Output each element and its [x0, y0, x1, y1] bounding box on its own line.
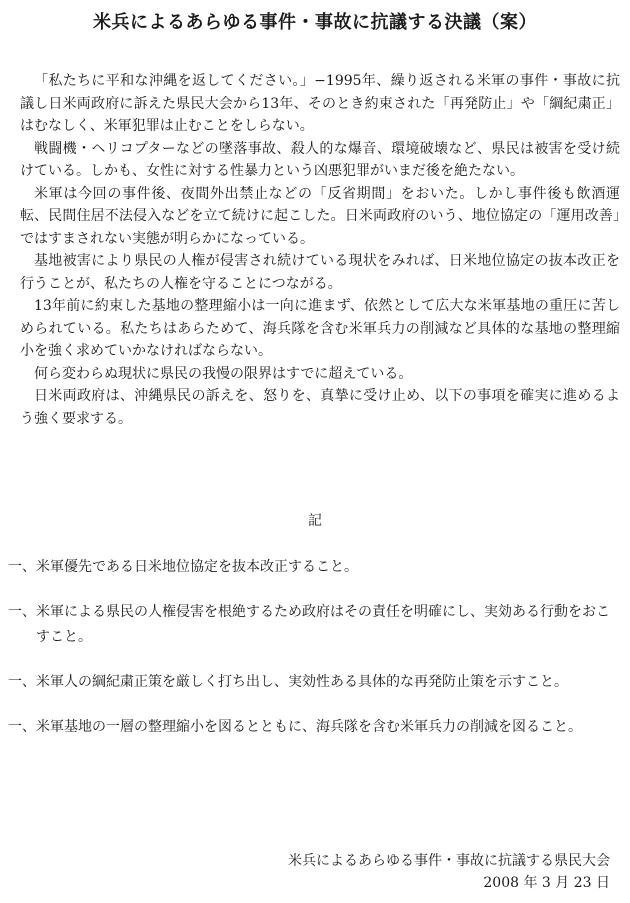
resolution-body [20, 70, 620, 430]
list-item [8, 715, 616, 740]
item-text: 米軍人の綱紀粛正策を厳しく打ち出し、実効性ある具体的な再発防止策を示すこと。 [36, 674, 568, 690]
item-mark: 一、 [8, 604, 36, 620]
signature-date: 2008 年 3 月 23 日 [483, 875, 610, 891]
item-mark: 一、 [8, 559, 36, 575]
item-text: 米軍基地の一層の整理縮小を図るとともに、海兵隊を含む米軍兵力の削減を図ること。 [36, 719, 582, 735]
signature-block [288, 850, 610, 894]
item-text: 米軍による県民の人権侵害を根絶するため政府はその責任を明確にし、実効ある行動をおこすこと。 [36, 604, 610, 645]
item-text: 米軍優先である日米地位協定を抜本改正すること。 [36, 559, 358, 575]
item-mark: 一、 [8, 719, 36, 735]
item-mark: 一、 [8, 674, 36, 690]
list-item [8, 555, 616, 580]
paragraph: 基地被害により県民の人権が侵害され続けている現状をみれば、日米地位協定の抜本改正を行うことが、私たちの人権を守ることにつながる。 [20, 253, 620, 292]
signature-organization: 米兵によるあらゆる事件・事故に抗議する県民大会 [288, 853, 610, 869]
paragraph: 何ら変わらぬ現状に県民の我慢の限界はすでに超えている。 [34, 365, 413, 382]
paragraph: 戦闘機・ヘリコプターなどの墜落事故、殺人的な爆音、環境破壊など、県民は被害を受け続けている。しかも、女性に対する性暴力という凶悪犯罪がいまだ後を絶たない。 [20, 140, 620, 179]
document-title: 米兵によるあらゆる事件・事故に抗議する決議（案） [93, 12, 537, 33]
demand-list [8, 555, 616, 760]
list-item [8, 600, 616, 650]
list-item [8, 670, 616, 695]
paragraph: 日米両政府は、沖縄県民の訴えを、怒りを、真摯に受け止め、以下の事項を確実に進めるよう強く要求する。 [20, 388, 620, 427]
ki-heading: 記 [308, 513, 322, 529]
paragraph: 13年前に約束した基地の整理縮小は一向に進まず、依然として広大な米軍基地の重圧に苦しめられている。私たちはあらためて、海兵隊を含む米軍兵力の削減など具体的な基地の整理縮小を強く求めていかなければならない。 [20, 298, 620, 359]
paragraph: 米軍は今回の事件後、夜間外出禁止などの「反省期間」をおいた。しかし事件後も飲酒運転、民間住居不法侵入などを立て続けに起こした。日米両政府のいう、地位協定の「運用改善」ではすまされない実態が明らかになっている。 [20, 185, 620, 247]
paragraph: 「私たちに平和な沖縄を返してください。」−1995年、繰り返される米軍の事件・事故に抗議し日米両政府に訴えた県民大会から13年、そのとき約束された「再発防止」や「綱紀粛正」はむなしく、米軍犯罪は止むことをしらない。 [20, 73, 620, 134]
